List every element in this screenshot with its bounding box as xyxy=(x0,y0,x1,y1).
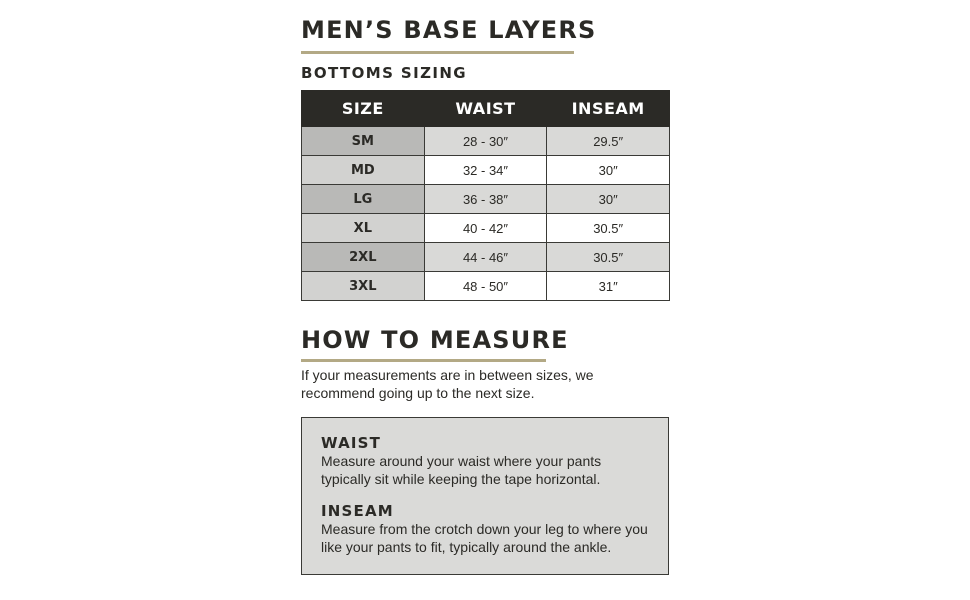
size-cell: 3XL xyxy=(302,272,425,301)
measure-heading: INSEAM xyxy=(321,502,394,520)
inseam-cell: 29.5″ xyxy=(547,127,670,156)
inseam-cell: 30.5″ xyxy=(547,243,670,272)
how-to-measure-intro: If your measurements are in between sizes, we recommend going up to the next size. xyxy=(301,367,594,401)
size-cell: MD xyxy=(302,156,425,185)
measure-heading: WAIST xyxy=(321,434,382,452)
how-to-measure-title: HOW TO MEASURE xyxy=(301,326,569,354)
page-title: MEN’S BASE LAYERS xyxy=(301,16,597,44)
waist-cell: 28 - 30″ xyxy=(424,127,547,156)
waist-cell: 44 - 46″ xyxy=(424,243,547,272)
size-cell: XL xyxy=(302,214,425,243)
waist-cell: 32 - 34″ xyxy=(424,156,547,185)
table-row xyxy=(302,127,670,156)
inseam-cell: 30″ xyxy=(547,156,670,185)
title-underline xyxy=(301,51,574,54)
measure-instructions-box xyxy=(301,417,669,575)
table-header-row xyxy=(302,91,670,127)
column-header-size: SIZE xyxy=(302,91,425,127)
table-row xyxy=(302,214,670,243)
measure-item-inseam xyxy=(321,502,651,556)
section-subtitle: BOTTOMS SIZING xyxy=(301,64,468,82)
waist-cell: 36 - 38″ xyxy=(424,185,547,214)
table-row xyxy=(302,243,670,272)
inseam-cell: 31″ xyxy=(547,272,670,301)
measure-description: Measure from the crotch down your leg to where you like your pants to fit, typically around the ankle. xyxy=(321,521,648,555)
table-row xyxy=(302,272,670,301)
table-row xyxy=(302,156,670,185)
waist-cell: 48 - 50″ xyxy=(424,272,547,301)
table-row xyxy=(302,185,670,214)
how-to-measure-underline xyxy=(301,359,546,362)
size-table xyxy=(301,90,670,301)
column-header-waist: WAIST xyxy=(424,91,547,127)
size-cell: SM xyxy=(302,127,425,156)
inseam-cell: 30.5″ xyxy=(547,214,670,243)
measure-item-waist xyxy=(321,434,651,488)
size-cell: LG xyxy=(302,185,425,214)
column-header-inseam: INSEAM xyxy=(547,91,670,127)
measure-description: Measure around your waist where your pants typically sit while keeping the tape horizontal. xyxy=(321,453,602,487)
waist-cell: 40 - 42″ xyxy=(424,214,547,243)
size-cell: 2XL xyxy=(302,243,425,272)
inseam-cell: 30″ xyxy=(547,185,670,214)
